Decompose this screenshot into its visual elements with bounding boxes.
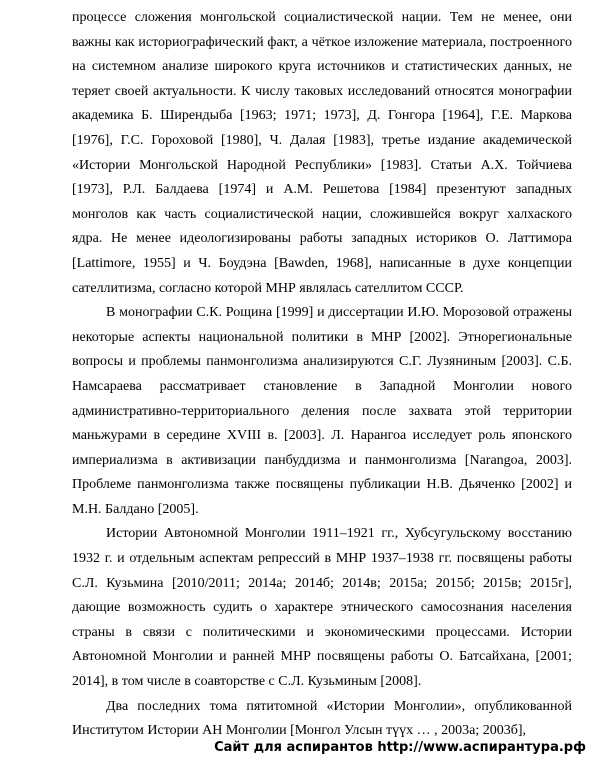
paragraph-4: Два последних тома пятитомной «Истории Монголии», опубликованной Институтом Истории АН Монголии [Монгол Улсын түүх … , 2003а; 2003б], (72, 698, 572, 739)
paragraph-1: процессе сложения монгольской социалистической нации. Тем не менее, они важны как историографический факт, а чёткое изложение материала, построенного на системном анализе широкого круга источников и статистических данных, не теряет своей актуальности. К числу таковых исследований относятся монографии академика Б. Ширендыба [1963; 1971; 1973], Д. Гонгора [1964], Г.Е. Маркова [1976], Г.С. Гороховой [1980], Ч. Далая [1983], третье издание академической «Истории Монгольской Народной Республики» [1983]. Статьи А.Х. Тойчиева [1973], Р.Л. Балдаева [1974] и А.М. Решетова [1984] презентуют западных монголов как часть социалистической нации, сложившейся вокруг халхаского ядра. Не менее идеологизированы работы западных историков О. Латтимора [Lattimore, 1955] и Ч. Боудэна [Bawden, 1968], написанные в духе концепции сателлитизма, согласно которой МНР являлась сателлитом СССР. (72, 10, 572, 296)
paragraph-2: В монографии С.К. Рощина [1999] и диссертации И.Ю. Морозовой отражены некоторые аспекты национальной политики в МНР [2002]. Этнорегиональные вопросы и проблемы панмонголизма анализируются С.Г. Лузяниным [2003]. С.Б. Намсараева рассматривает становление в Западной Монголии нового административно-территориального деления после захвата этой территории маньжурами в середине XVIII в. [2003]. Л. Нарангоа исследует роль японского империализма в активизации панбуддизма и панмонголизма [Narangoa, 2003]. Проблеме панмонголизма также посвящены публикации Н.В. Дьяченко [2002] и М.Н. Балдано [2005]. (72, 305, 572, 517)
site-watermark: Сайт для аспирантов http://www.аспирантура.рф (214, 740, 586, 755)
document-body (72, 6, 572, 744)
paragraph-3: Истории Автономной Монголии 1911–1921 гг., Хубсугульскому восстанию 1932 г. и отдельным аспектам репрессий в МНР 1937–1938 гг. посвящены работы С.Л. Кузьмина [2010/2011; 2014а; 2014б; 2014в; 2015а; 2015б; 2015в; 2015г], дающие возможность судить о характере этнического самосознания населения страны в связи с политическими и экономическими процессами. Истории Автономной Монголии и ранней МНР посвящены работы О. Батсайхана, [2001; 2014], в том числе в соавторстве с С.Л. Кузьминым [2008]. (72, 526, 572, 690)
